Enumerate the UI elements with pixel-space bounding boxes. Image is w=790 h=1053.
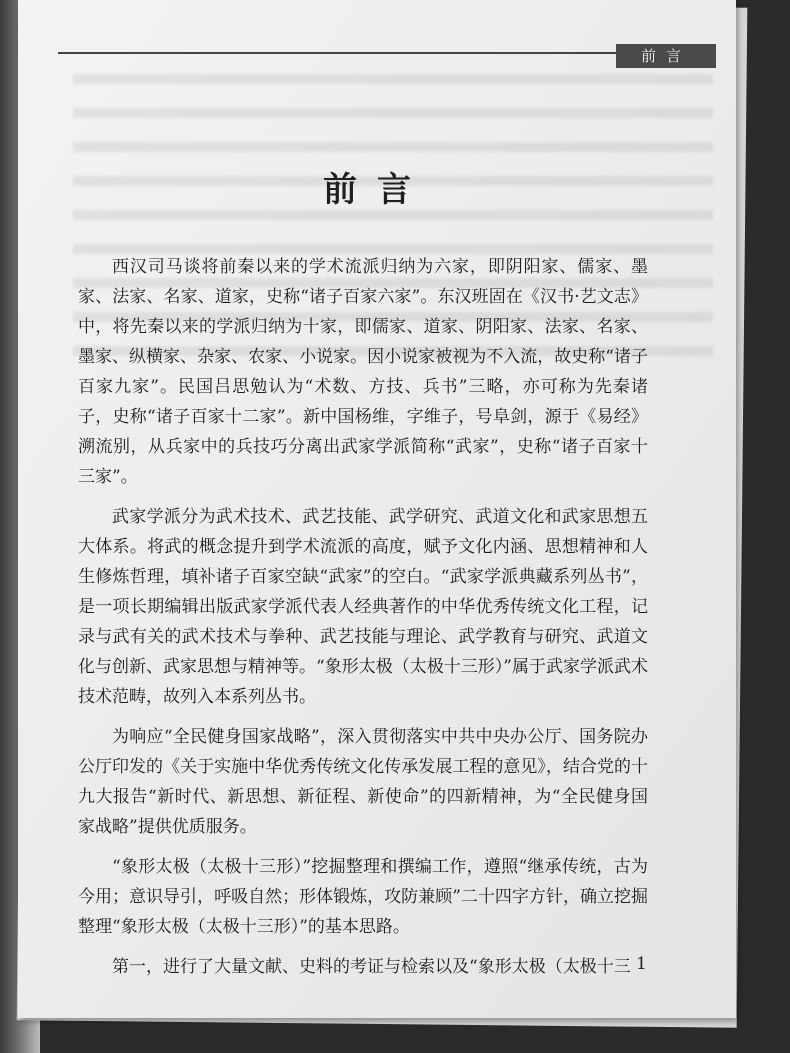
- page-title: 前言: [323, 170, 431, 210]
- section-tab: 前言: [616, 44, 716, 68]
- header-rule: [58, 52, 618, 54]
- book-page: [18, 0, 736, 1018]
- page-number: 1: [636, 954, 647, 974]
- paragraph: 武家学派分为武术技术、武艺技能、武学研究、武道文化和武家思想五大体系。将武的概念提升到学术流派的高度，赋予文化内涵、思想精神和人生修炼哲理，填补诸子百家空缺“武家”的空白。“武家学派典藏系列丛书”，是一项长期编辑出版武家学派代表人经典著作的中华优秀传统文化工程，记录与武有关的武术技术与拳种、武艺技能与理论、武学教育与研究、武道文化与创新、武家思想与精神等。“象形太极（太极十三形）”属于武家学派武术技术范畴，故列入本系列丛书。: [78, 507, 648, 707]
- paragraph: 西汉司马谈将前秦以来的学术流派归纳为六家，即阴阳家、儒家、墨家、法家、名家、道家，史称“诸子百家六家”。东汉班固在《汉书·艺文志》中，将先秦以来的学派归纳为十家，即儒家、道家、阴阳家、法家、名家、墨家、纵横家、杂家、农家、小说家。因小说家被视为不入流，故史称“诸子百家九家”。民国吕思勉认为“术数、方技、兵书”三略，亦可称为先秦诸子，史称“诸子百家十二家”。新中国杨维，字维子，号阜剑，源于《易经》溯流别，从兵家中的兵技巧分离出武家学派简称“武家”，史称“诸子百家十三家”。: [78, 257, 648, 487]
- paragraph: 第一，进行了大量文献、史料的考证与检索以及“象形太极（太极十三: [112, 957, 631, 977]
- paragraph: 为响应“全民健身国家战略”，深入贯彻落实中共中央办公厅、国务院办公厅印发的《关于实施中华优秀传统文化传承发展工程的意见》，结合党的十九大报告“新时代、新思想、新征程、新使命”的四新精神，为“全民健身国家战略”提供优质服务。: [78, 727, 648, 837]
- body-text: [78, 252, 648, 992]
- paragraph: “象形太极（太极十三形）”挖掘整理和撰编工作，遵照“继承传统，古为今用；意识导引，呼吸自然；形体锻炼，攻防兼顾”二十四字方针，确立挖掘整理“象形太极（太极十三形）”的基本思路。: [78, 857, 648, 937]
